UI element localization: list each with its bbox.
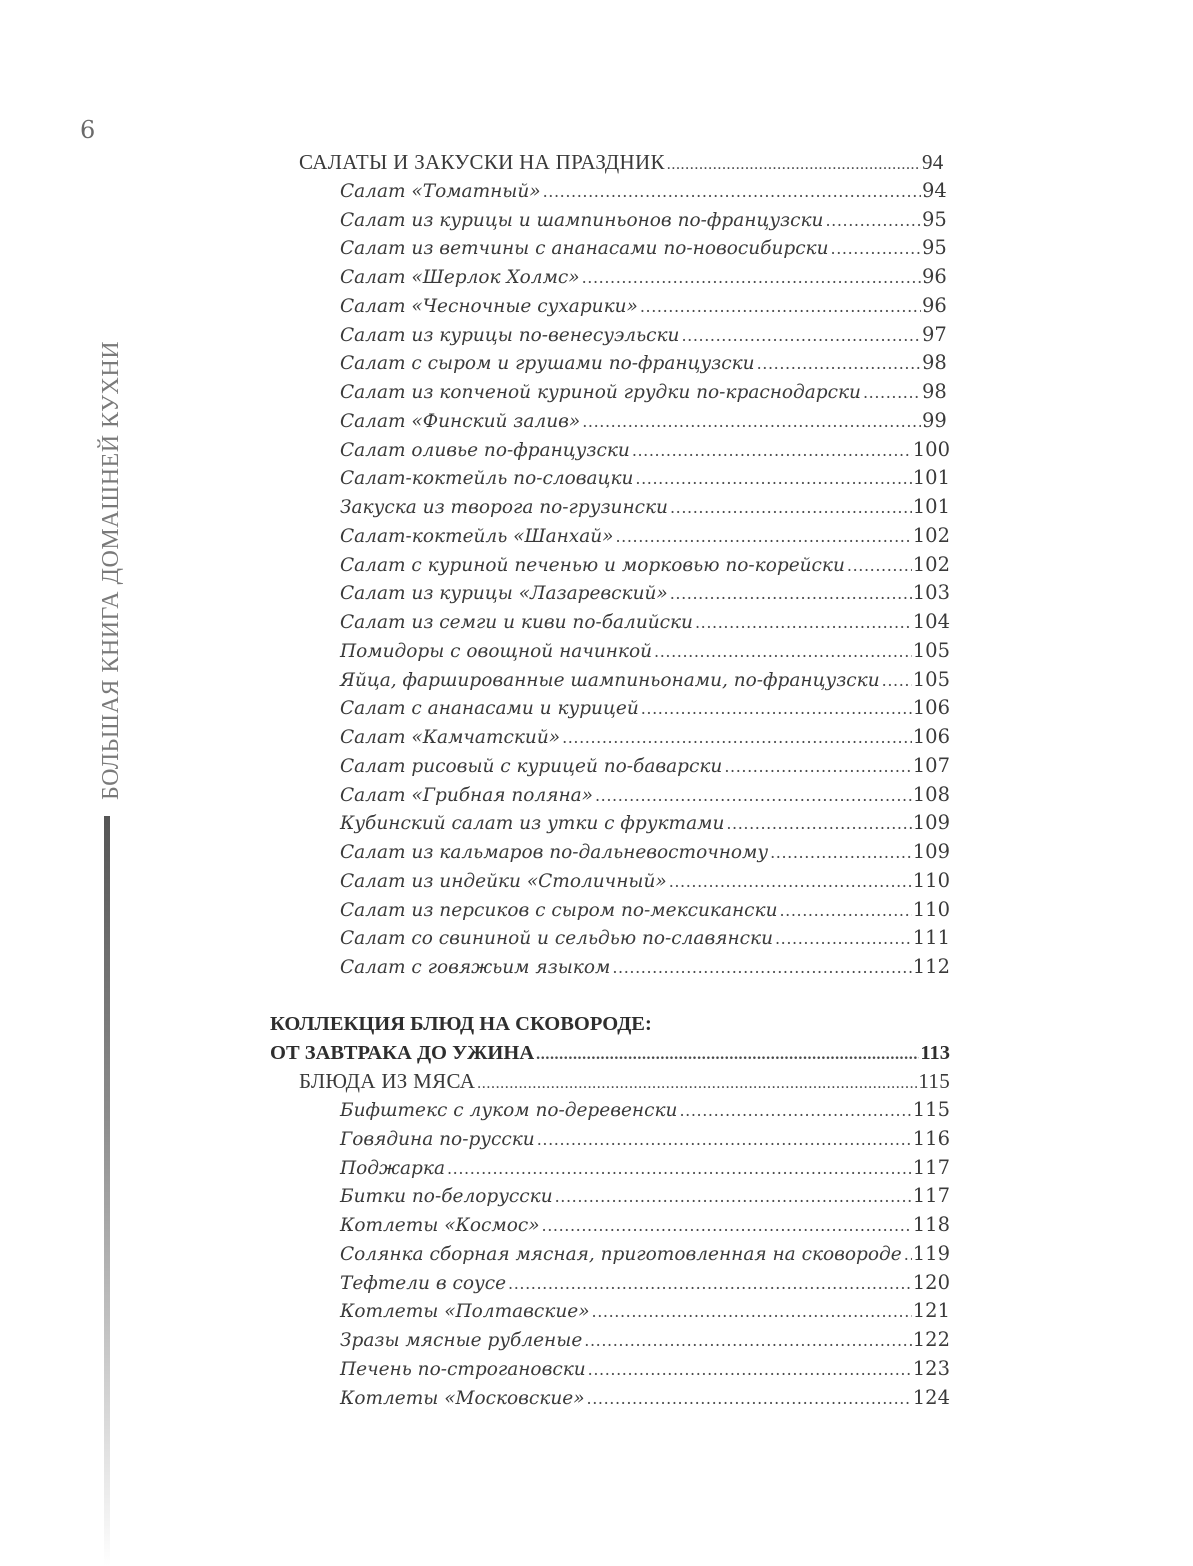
toc-leader-dots	[770, 838, 912, 868]
toc-entry-title: Поджарка	[340, 1157, 445, 1179]
toc-entry[interactable]	[270, 206, 950, 235]
toc-leader-dots	[555, 1182, 912, 1212]
toc-leader-dots	[595, 781, 912, 811]
toc-entry-title: Салат из ветчины с ананасами по-новосибирски	[340, 238, 829, 260]
toc-page-number: 109	[912, 840, 950, 863]
toc-entry-title: Салат-коктейль «Шанхай»	[340, 525, 614, 547]
toc-leader-dots	[670, 579, 912, 609]
toc-entry-title: Котлеты «Космос»	[340, 1215, 540, 1236]
toc-leader-dots	[584, 1326, 912, 1356]
toc-entry[interactable]	[270, 896, 950, 925]
toc-page-number: 112	[912, 955, 950, 978]
toc-page-number: 97	[922, 322, 947, 346]
toc-page-number: 124	[912, 1385, 950, 1409]
toc-leader-dots	[508, 1269, 912, 1299]
toc-leader-dots	[695, 608, 912, 638]
toc-entry-title: Салат с говяжьим языком	[340, 957, 611, 978]
toc-entry-title: Салат «Финский залив»	[340, 410, 581, 432]
toc-leader-dots	[587, 1384, 912, 1414]
toc-leader-dots	[726, 809, 911, 839]
toc-entry[interactable]	[270, 781, 950, 810]
toc-leader-dots	[669, 867, 912, 897]
toc-page-number: 113	[920, 1041, 950, 1064]
toc-entry[interactable]	[270, 924, 950, 953]
toc-entry-title: Котлеты «Московские»	[340, 1387, 585, 1409]
toc-entry-title: Салат из курицы и шампиньонов по-французски	[340, 209, 824, 231]
toc-entry-title: Салат «Камчатский»	[340, 727, 561, 748]
toc-entry[interactable]	[270, 407, 950, 436]
toc-chapter-heading[interactable]	[270, 1039, 950, 1068]
toc-entry[interactable]	[270, 1125, 950, 1154]
toc-entry-title: Салат рисовый с курицей по-баварски	[340, 755, 723, 777]
toc-leader-dots	[562, 723, 912, 753]
toc-page-number: 96	[922, 265, 947, 288]
side-rule-decoration	[104, 816, 110, 1566]
toc-entry[interactable]	[270, 608, 950, 637]
toc-entry[interactable]	[270, 723, 950, 752]
toc-page-number: 105	[912, 638, 950, 662]
toc-page-number: 101	[912, 466, 950, 490]
toc-entry[interactable]	[270, 1326, 950, 1355]
toc-leader-dots	[882, 666, 912, 696]
toc-leader-dots	[681, 321, 921, 351]
toc-entry-title: Кубинский салат из утки с фруктами	[340, 813, 725, 835]
toc-entry[interactable]	[270, 1297, 950, 1326]
toc-leader-dots	[670, 493, 912, 523]
toc-entry-title: Салат из курицы «Лазаревский»	[340, 583, 668, 605]
toc-entry[interactable]	[270, 1096, 950, 1125]
toc-entry-title: Салат из семги и киви по-балийски	[340, 612, 693, 633]
toc-entry-title: Битки по-белорусски	[340, 1186, 553, 1208]
toc-entry-title: Салат-коктейль по-словацки	[340, 468, 634, 490]
toc-page-number: 95	[922, 207, 947, 231]
toc-entry-title: Тефтели в соусе	[340, 1272, 507, 1294]
toc-page-number: 95	[922, 236, 947, 260]
toc-entry[interactable]	[270, 263, 950, 292]
toc-entry-title: Салат из курицы по-венесуэльски	[340, 324, 680, 346]
toc-entry-title: Салат «Чесночные сухарики»	[340, 295, 638, 317]
toc-leader-dots	[477, 1067, 917, 1099]
toc-leader-dots	[537, 1125, 912, 1155]
toc-entry-title: Салат «Томатный»	[340, 180, 541, 202]
toc-leader-dots	[667, 148, 921, 180]
toc-page-number: 118	[912, 1213, 950, 1236]
toc-entry-title: Закуска из творога по-грузински	[340, 497, 668, 518]
toc-entry[interactable]	[270, 579, 950, 608]
toc-entry[interactable]	[270, 1355, 950, 1384]
toc-leader-dots	[775, 924, 912, 954]
toc-entry-title: Бифштекс с луком по-деревенски	[340, 1100, 678, 1121]
toc-section-items	[270, 1096, 950, 1412]
toc-page-number: 106	[912, 725, 950, 748]
toc-entry-title: Салат из кальмаров по-дальневосточному	[340, 842, 769, 863]
toc-entry[interactable]	[270, 867, 950, 896]
toc-gap	[270, 982, 950, 1010]
toc-entry[interactable]	[270, 378, 950, 407]
toc-leader-dots	[831, 234, 921, 264]
toc-page-number: 123	[912, 1356, 950, 1380]
toc-entry[interactable]	[270, 1182, 950, 1211]
page-number: 6	[80, 116, 96, 144]
toc-leader-dots	[635, 464, 911, 494]
toc-leader-dots	[632, 436, 912, 466]
toc-page-number: 105	[912, 667, 950, 691]
toc-entry[interactable]	[270, 292, 950, 321]
toc-entry[interactable]	[270, 953, 950, 982]
toc-section-heading[interactable]	[270, 1067, 950, 1096]
toc-page-number: 110	[912, 868, 950, 892]
toc-entry-title: Салат с ананасами и курицей	[340, 698, 639, 720]
toc-entry[interactable]	[270, 637, 950, 666]
toc-entry[interactable]	[270, 694, 950, 723]
toc-entry[interactable]	[270, 321, 950, 350]
toc-entry[interactable]	[270, 1269, 950, 1298]
toc-page-number: 115	[918, 1069, 950, 1094]
toc-page-number: 100	[912, 437, 950, 461]
toc-entry[interactable]	[270, 493, 950, 522]
toc-page-number: 98	[922, 380, 947, 403]
toc-page-number: 107	[912, 753, 950, 777]
toc-entry-title: Котлеты «Полтавские»	[340, 1301, 590, 1323]
toc-leader-dots	[588, 1355, 912, 1385]
toc-page-number: 122	[912, 1328, 950, 1351]
toc-entry[interactable]	[270, 838, 950, 867]
toc-leader-dots	[592, 1297, 912, 1327]
running-title-text: БОЛЬШАЯ КНИГА ДОМАШНЕЙ КУХНИ	[98, 340, 124, 800]
toc-leader-dots	[654, 637, 912, 667]
toc-entry[interactable]	[270, 436, 950, 465]
toc-entry[interactable]	[270, 666, 950, 695]
toc-page-number: 121	[912, 1299, 950, 1323]
toc-entry-title: Зразы мясные рубленые	[340, 1330, 583, 1351]
toc-entry[interactable]	[270, 177, 950, 206]
toc-entry[interactable]	[270, 752, 950, 781]
toc-page-number: 108	[912, 782, 950, 806]
toc-entry[interactable]	[270, 551, 950, 580]
toc-entry[interactable]	[270, 1211, 950, 1240]
toc-page-number: 94	[922, 178, 947, 202]
toc-page-number: 98	[922, 351, 947, 375]
toc-page-number: 119	[912, 1241, 950, 1265]
toc-leader-dots	[582, 263, 921, 293]
toc-entry-title: Печень по-строгановски	[340, 1358, 586, 1380]
toc-leader-dots	[904, 1240, 912, 1270]
toc-page-number: 103	[912, 581, 950, 605]
toc-page-number: 109	[912, 811, 950, 835]
toc-entry[interactable]	[270, 522, 950, 551]
toc-entry-title: Салат оливье по-французски	[340, 439, 630, 461]
toc-entry-title: Салат с куриной печенью и морковью по-корейски	[340, 554, 845, 576]
toc-page-number: 120	[912, 1270, 950, 1294]
toc-entry[interactable]	[270, 234, 950, 263]
toc-leader-dots	[447, 1154, 912, 1184]
toc-leader-dots	[780, 896, 912, 926]
toc-entry-title: Солянка сборная мясная, приготовленная на сковороде	[340, 1243, 902, 1265]
toc-entry-title: Яйца, фаршированные шампиньонами, по-французски	[340, 669, 880, 691]
toc-page-number: 106	[912, 696, 950, 720]
toc-page-number: 104	[912, 610, 950, 633]
toc-entry-title: Салат из персиков с сыром по-мексикански	[340, 899, 778, 921]
toc-leader-dots	[543, 177, 921, 207]
toc-entry[interactable]	[270, 464, 950, 493]
toc-page-number: 117	[912, 1155, 950, 1179]
toc-entry-title: Салат «Шерлок Холмс»	[340, 267, 580, 288]
toc-leader-dots	[536, 1039, 919, 1070]
toc-chapter-title-line1[interactable]: КОЛЛЕКЦИЯ БЛЮД НА СКОВОРОДЕ:	[270, 1012, 652, 1035]
toc-leader-dots	[679, 1096, 911, 1126]
toc-leader-dots	[847, 551, 912, 581]
toc-page-number: 99	[922, 408, 947, 432]
toc-section-items	[270, 177, 950, 982]
toc-page-number: 96	[922, 293, 947, 317]
toc-leader-dots	[582, 407, 921, 437]
toc-entry-title: Салат из копченой куриной грудки по-краснодарски	[340, 382, 861, 403]
toc-page-number: 117	[912, 1184, 950, 1208]
toc-section-title: БЛЮДА ИЗ МЯСА	[299, 1069, 476, 1094]
toc-section-title: САЛАТЫ И ЗАКУСКИ НА ПРАЗДНИК	[299, 150, 665, 174]
toc-page-number: 116	[912, 1126, 950, 1150]
toc-page-number: 102	[912, 523, 950, 547]
toc-leader-dots	[612, 953, 911, 983]
toc-page-number: 110	[912, 897, 950, 921]
toc-leader-dots	[863, 378, 921, 408]
toc-entry-title: Салат «Грибная поляна»	[340, 784, 593, 806]
toc-entry-title: Салат со свининой и сельдью по-славянски	[340, 928, 773, 950]
toc-leader-dots	[640, 292, 921, 322]
toc-entry[interactable]	[270, 349, 950, 378]
table-of-contents	[270, 148, 950, 1412]
toc-leader-dots	[616, 522, 912, 552]
toc-entry-title: Помидоры с овощной начинкой	[340, 640, 653, 662]
toc-entry[interactable]	[270, 1240, 950, 1269]
toc-page-number: 94	[922, 150, 944, 174]
toc-entry[interactable]	[270, 1154, 950, 1183]
toc-page-number: 115	[912, 1098, 950, 1121]
toc-page-number: 111	[912, 926, 950, 950]
toc-leader-dots	[724, 752, 911, 782]
toc-section-heading[interactable]	[270, 148, 950, 177]
toc-entry[interactable]	[270, 809, 950, 838]
toc-page-number: 101	[912, 495, 950, 518]
toc-entry-title: Салат из индейки «Столичный»	[340, 870, 667, 892]
toc-page-number: 102	[912, 552, 950, 576]
toc-entry[interactable]	[270, 1384, 950, 1413]
toc-entry-title: Говядина по-русски	[340, 1128, 535, 1150]
toc-entry-title: Салат с сыром и грушами по-французски	[340, 353, 755, 375]
toc-leader-dots	[757, 349, 921, 379]
toc-leader-dots	[825, 206, 921, 236]
toc-chapter-title-line2: ОТ ЗАВТРАКА ДО УЖИНА	[270, 1041, 535, 1064]
toc-leader-dots	[542, 1211, 912, 1241]
toc-leader-dots	[641, 694, 912, 724]
